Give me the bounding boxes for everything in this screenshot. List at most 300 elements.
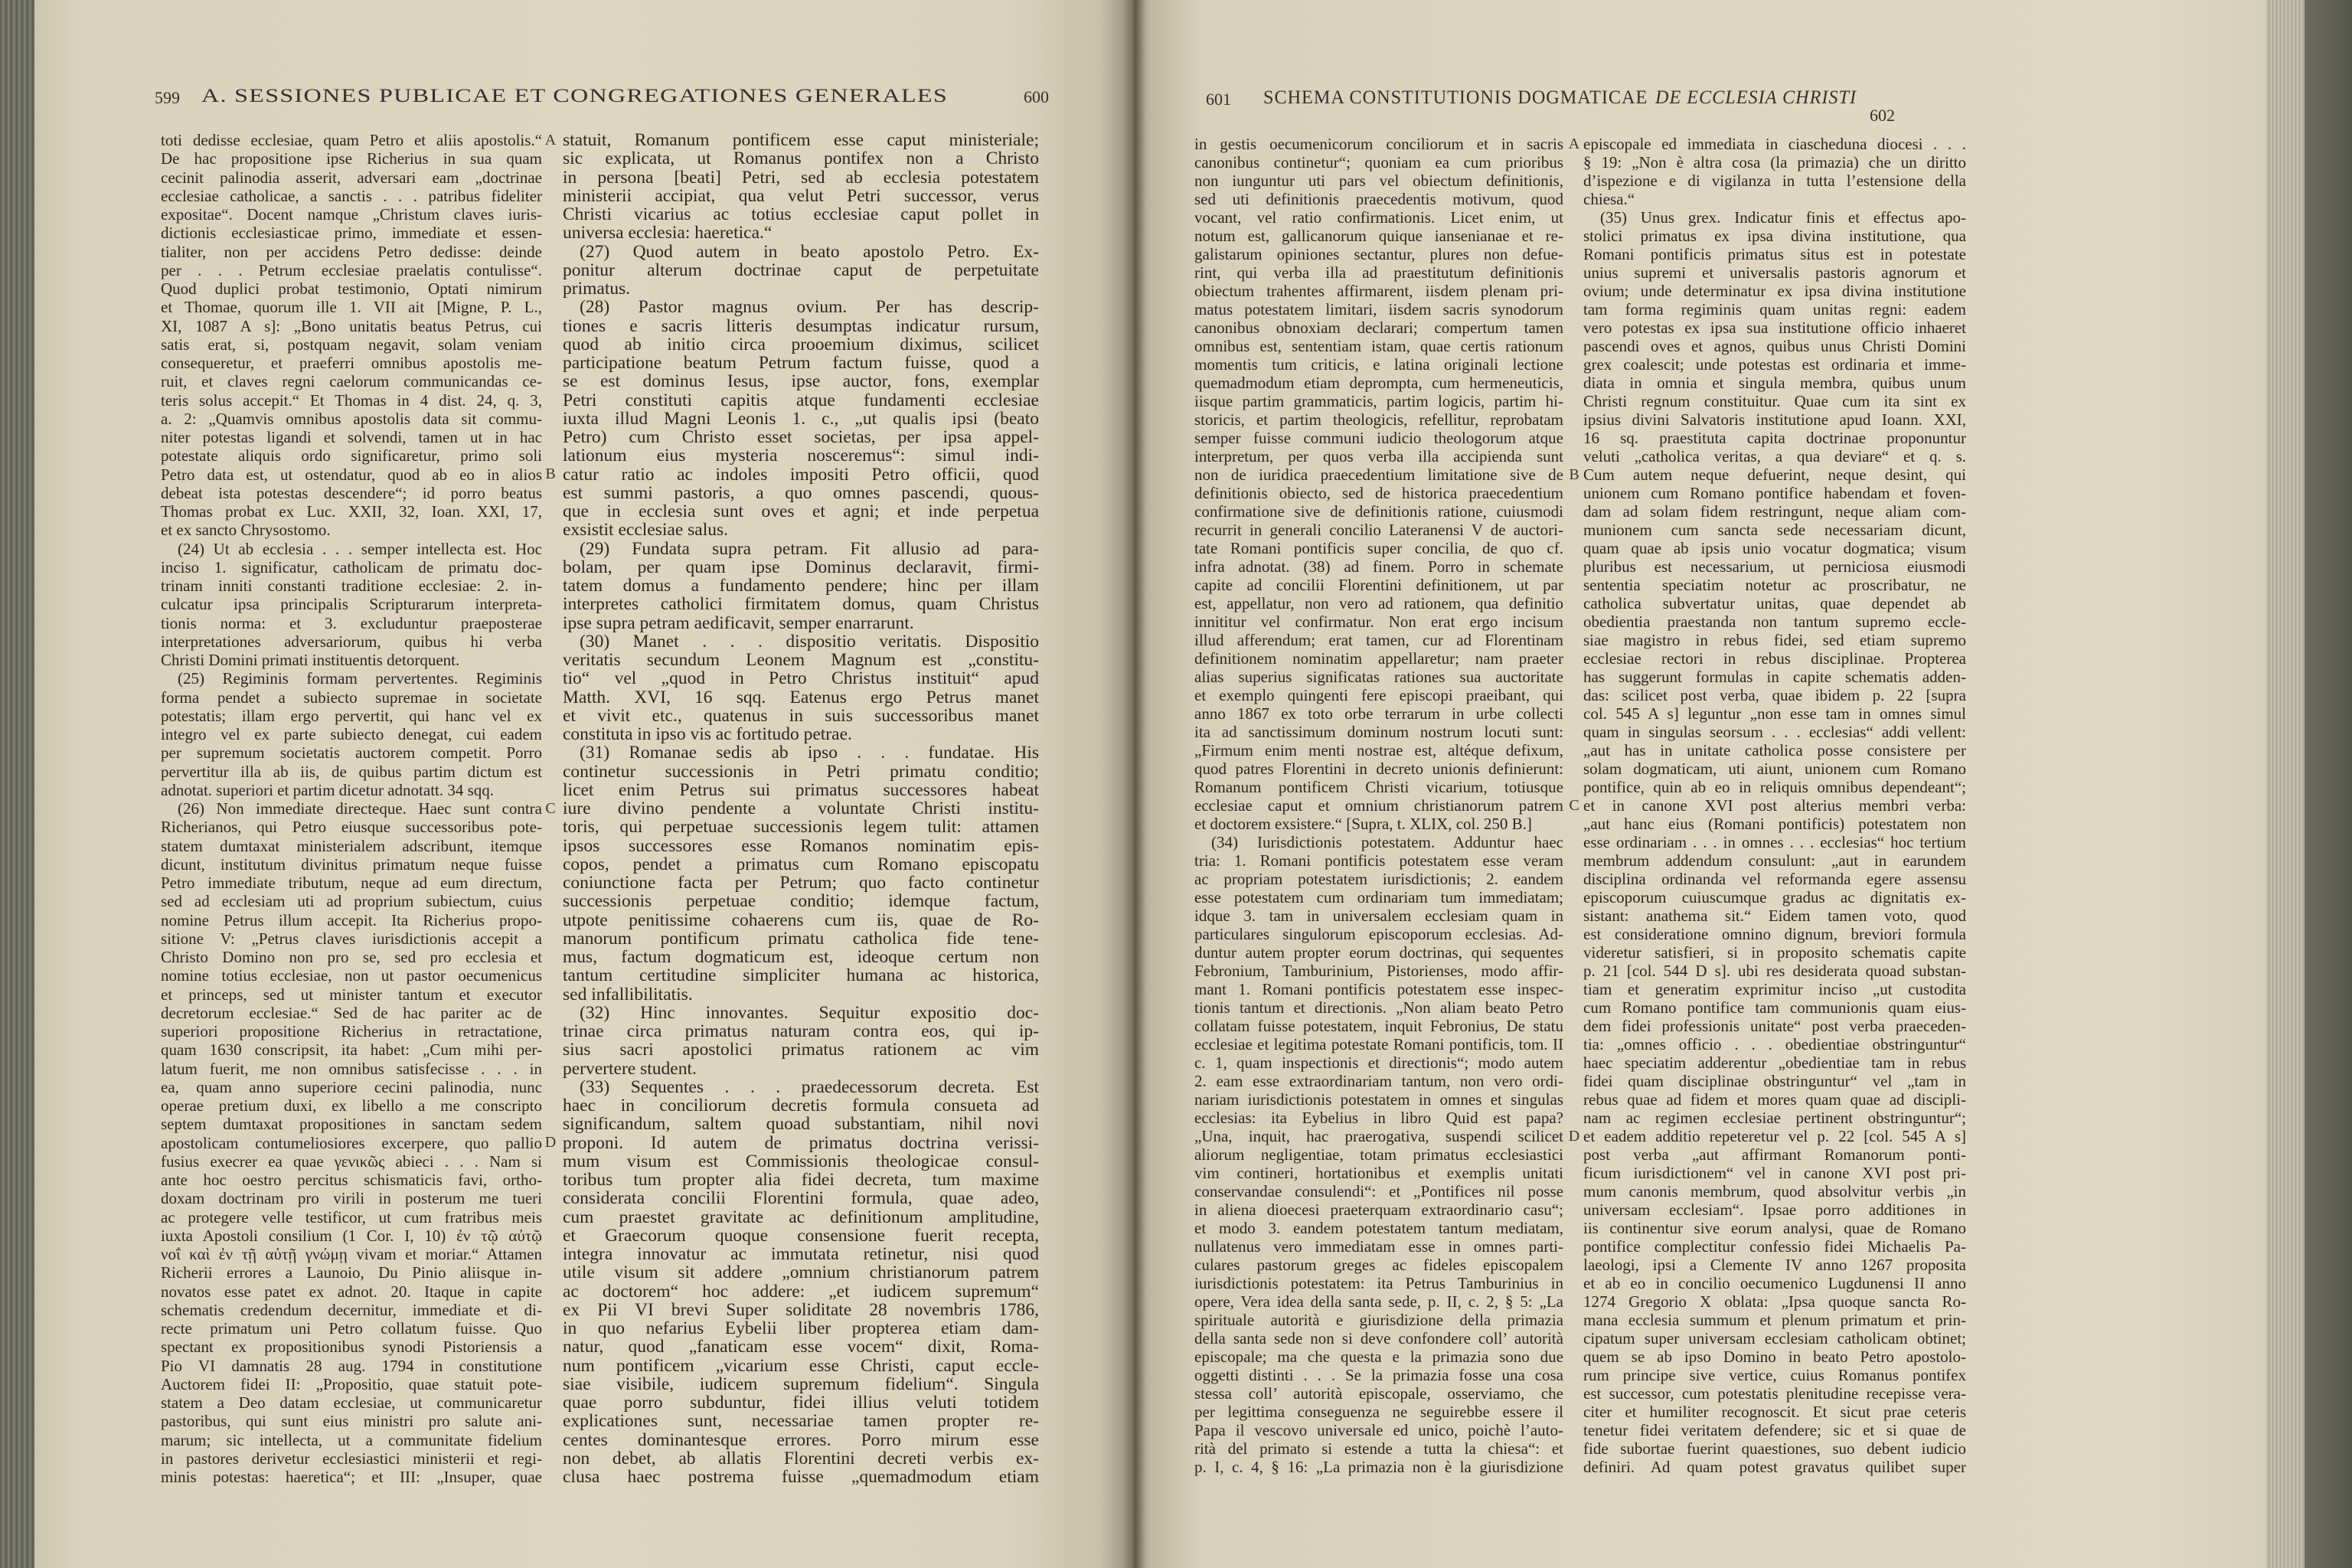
text-line: mant 1. Romani pontificis potestatem esse inspec- — [1194, 980, 1563, 998]
text-line: ovium; unde determinatur ex ipsa divina institutione — [1583, 282, 1966, 300]
right-page — [1133, 0, 2266, 1568]
text-line: disciplina ordinanda vel reformanda egere assensu — [1583, 870, 1966, 888]
text-line: a. 2: „Quamvis omnibus apostolis data sit commu- — [161, 409, 542, 428]
text-line: ecclesiae rectori in rebus disciplinae. Propterea — [1583, 649, 1966, 668]
text-line: schematis credendum decernitur, immediate et di- — [161, 1300, 542, 1319]
text-line: tionis norma: et 3. excluduntur praeposterae — [161, 613, 542, 632]
text-line: mum canonis membrum, quod absolvitur verbis „in — [1583, 1182, 1966, 1200]
text-line: trinae circa primatus naturam contra eos, qui ip- — [563, 1021, 1039, 1041]
text-line: sitione V: „Petrus claves iurisdictionis accepit a — [161, 929, 542, 948]
text-line: collatam fuisse potestatem, inquit Febronius, De statu — [1194, 1017, 1563, 1035]
text-line: fide subortae fuerint quaestiones, suo debent iudicio — [1583, 1439, 1966, 1458]
text-line: satis erat, si, postquam negavit, solam veniam — [161, 335, 542, 354]
text-line: potestatis; illam ergo pervertit, qui hanc vel ex — [161, 706, 542, 725]
text-line: duntur autem propter eorum doctrinas, qui sequentes — [1194, 943, 1563, 962]
text-line: constituta in ipso vis ac fortitudo petrae. — [563, 724, 852, 744]
text-line: mana ecclesia summum et plenum primatum et prin- — [1583, 1311, 1966, 1329]
text-line: momentis tum criticis, e latina originali lectione — [1194, 355, 1563, 374]
text-line: anno 1867 ex toto orbe terrarum in urbe collecti — [1194, 704, 1563, 723]
text-line: spirituale autorità e giurisdizione della primazia — [1194, 1311, 1563, 1329]
text-line: diata in omnia et singula membra, quibus unum — [1583, 374, 1966, 392]
text-line: potestate aliquis ordo significaretur, primo soli — [161, 446, 542, 466]
text-line: Thomas probat ex Luc. XXII, 32, Ioan. XXI, 17, — [161, 502, 542, 521]
text-line: pontifice, quin ab eo in reliquis omnibus dependeant“; — [1583, 778, 1966, 796]
text-line: continetur successionis in Petri primatu conditio; — [563, 761, 1039, 782]
text-line: illud afferendum; erat tamen, cur ad Florentinam — [1194, 631, 1563, 649]
text-line: ac protegere velle testificor, ut cum fratribus meis — [161, 1207, 542, 1227]
book-edge-left — [0, 0, 35, 1568]
text-line: utpote penitissime cohaerens cum iis, quae de Ro- — [563, 910, 1039, 930]
text-line: non de iuridica praecedentium limitatione sive de — [1194, 466, 1563, 484]
text-line: et Graecorum quoque consensione fuerit recepta, — [563, 1225, 1039, 1246]
text-line: exsistit ecclesiae salus. — [563, 520, 728, 541]
text-line: pervertitur illa ab iis, de quibus partim dictum est — [161, 762, 542, 781]
text-line: tialiter, non per accidens Petro dedisse: deinde — [161, 242, 542, 261]
text-line: pervertere student. — [563, 1058, 697, 1079]
text-line: tio“ vel „quod in Petro Christus instituit“ apud — [563, 668, 1039, 689]
text-line: De hac propositione ipse Richerius in sua quam — [161, 149, 542, 168]
text-line: ecclesiae caput et omnium christianorum patrem — [1194, 796, 1563, 815]
text-line: Christo Domino non pro se, sed pro ecclesia et — [161, 948, 542, 966]
text-line: episcopale; ma che questa e la primazia sono due — [1194, 1348, 1563, 1366]
text-line: statuit, Romanum pontificem esse caput ministeriale; — [563, 130, 1039, 150]
text-line: septem dumtaxat propositiones in sanctam sedem — [161, 1115, 542, 1134]
text-line: sius sacri apostolici primatus rationem ac vim — [563, 1040, 1039, 1060]
margin-letter: A — [1568, 136, 1580, 152]
text-line: operae pretium duxi, ex libello a me conscripto — [161, 1096, 542, 1115]
text-line: veritatis secundum Leonem Magnum est „constitu- — [563, 650, 1039, 670]
text-line: nam ac regimen ecclesiae pertinent obstringuntur“; — [1583, 1109, 1966, 1127]
margin-letter: D — [1568, 1128, 1580, 1145]
text-line: recurrit in generali concilio Lateranensi V de auctori- — [1194, 521, 1563, 539]
text-line: iuxta illud Magni Leonis 1. c., „ut qualis ipsi (beato — [563, 408, 1039, 429]
text-line: per supremum societatis auctorem competit. Porro — [161, 743, 542, 763]
text-line: mus, factum dogmaticum est, ideoque certum non — [563, 947, 1039, 967]
text-line: adnotat. superiori et partim dicetur adnotatt. 34 sqq. — [161, 780, 495, 799]
text-line: tenetur fidei veritatem defendere; sic et si quae de — [1583, 1421, 1966, 1439]
text-line: quam in singulas seorsum . . . ecclesias“ addi vellent: — [1583, 723, 1966, 741]
text-line: niter potestas ligandi et solvendi, tamen ut in hac — [161, 428, 542, 446]
text-line: vim contineri, hortationibus et exemplis unitati — [1194, 1164, 1563, 1182]
text-line: (33) Sequentes . . . praedecessorum decreta. Est — [580, 1076, 1039, 1097]
text-line: statem a Deo datam ecclesiae, ut communicaretur — [161, 1393, 542, 1412]
text-line: tionis tantum et directionis. „Non aliam beato Petro — [1194, 998, 1563, 1017]
text-line: haec in conciliorum decretis formula consueta ad — [563, 1096, 1039, 1116]
text-line: superiori propositione Richerius in retractatione, — [161, 1022, 542, 1040]
text-line: integra innovatur ac immutata retinetur, nisi quod — [563, 1244, 1039, 1264]
text-line: capite ad concilii Florentini definitionem, ut par — [1194, 576, 1563, 594]
text-line: latum fuerit, me non omnibus satisfecisse . . . in — [161, 1059, 542, 1078]
text-line: Cum autem neque defuerint, neque desint, qui — [1583, 466, 1966, 484]
text-line: in pastores derivetur ecclesiastici ministerii et regi- — [161, 1449, 542, 1468]
book-gutter — [1122, 0, 1145, 1568]
text-line: interpretes catholici firmitatem domus, quam Christus — [563, 594, 1039, 615]
text-line: nomine totius ecclesiae, non ut pastor oecumenicus — [161, 966, 542, 985]
text-line: et exemplo quingenti fere episcopi praeibant, qui — [1194, 686, 1563, 704]
text-line: (27) Quod autem in beato apostolo Petro. Ex- — [580, 241, 1039, 262]
text-line: doxam doctrinam pro virili in posterum me tueri — [161, 1189, 542, 1208]
text-line: „aut hanc eius (Romani pontificis) potestatem non — [1583, 815, 1966, 833]
text-line: rebus quae ad fidem et mores quam quae ad discipli- — [1583, 1090, 1966, 1109]
text-line: sistant: anathema sit.“ Eidem tamen voto, quod — [1583, 906, 1966, 925]
text-line: centes dominantesque errores. Porro mirum esse — [563, 1429, 1039, 1450]
text-line: infra adnotat. (38) ad finem. Porro in schemate — [1194, 557, 1563, 576]
text-line: idque 3. tam in universalem ecclesiam quam in — [1194, 906, 1563, 925]
text-line: „Firmum enim menti nostrae est, altéque defixum, — [1194, 741, 1563, 760]
text-line: obiectum trahentes affirmarent, iisdem plenam pri- — [1194, 282, 1563, 300]
text-line: „Una, inquit, hac praerogativa, suspendi scilicet — [1194, 1127, 1563, 1145]
text-line: conservandae consulendi“: et „Pontifices nil posse — [1194, 1182, 1563, 1200]
text-line: galistarum opiniones sectantur, plures non defue- — [1194, 245, 1563, 263]
text-line: et ab eo in concilio oecumenico Lugdunensi II anno — [1583, 1274, 1966, 1292]
text-line: cum Romano pontifice tam communionis quam eius- — [1583, 998, 1966, 1017]
text-line: Petro immediate tributum, neque ad eum directum, — [161, 874, 542, 892]
text-line: cipatum super universam ecclesiam catholicam obtinet; — [1583, 1329, 1966, 1348]
text-line: statem dumtaxat ministerialem adscribunt, itemque — [161, 836, 542, 855]
text-line: et princeps, sed ut minister tantum et executor — [161, 985, 542, 1004]
text-line: innititur vel confirmatur. Non erat ergo incisum — [1194, 612, 1563, 631]
text-line: Matth. XVI, 16 sqq. Eatenus ergo Petrus manet — [563, 687, 1039, 707]
text-line: novatos esse patet ex adnot. 20. Itaque in capite — [161, 1282, 542, 1301]
text-line: (35) Unus grex. Indicatur finis et effectus apo- — [1600, 208, 1966, 227]
text-line: catholica subvertatur unitas, quae dependet ab — [1583, 594, 1966, 612]
text-line: rint, qui verba illa ad praestitutum definitionis — [1194, 263, 1563, 282]
text-line: particulares singulorum episcoporum ecclesias. Ad- — [1194, 925, 1563, 943]
text-line: unionem cum Romano pontifice habendam et foven- — [1583, 484, 1966, 502]
text-line: universa ecclesia: haeretica.“ — [563, 223, 773, 243]
text-line: licet enim Petrus sui primatus successores habeat — [563, 779, 1039, 800]
text-line: ecclesiae catholicae, a sanctis . . . patribus fideliter — [161, 186, 542, 205]
text-line: universam ecclesiam“. Ipsae porro additiones in — [1583, 1200, 1966, 1219]
text-line: Auctorem fidei II: „Propositio, quae statuit pote- — [161, 1374, 542, 1393]
text-line: Papa il vescovo universale ed unico, poichè l’auto- — [1194, 1421, 1563, 1439]
text-line: interpretationes adversariorum, quibus hi verba — [161, 632, 542, 651]
text-line: definitionem nominatim appellaretur; nam praeter — [1194, 649, 1563, 668]
text-line: catur ratio ac indoles impositi Petro officii, quod — [563, 464, 1039, 485]
text-line: Romani pontificis primatus situs est in potestate — [1583, 245, 1966, 263]
text-line: (31) Romanae sedis ab ipso . . . fundatae. His — [580, 743, 1039, 763]
text-line: rità del primato si estende a tutta la chiesa“: et — [1194, 1439, 1563, 1458]
text-line: tantum certitudine simpliciter humana ac historica, — [563, 965, 1039, 986]
text-line: tia: „omnes officio . . . obedientiae obstringuntur“ — [1583, 1035, 1966, 1054]
text-line: pastoribus, qui sunt eius ministri pro salute ani- — [161, 1412, 542, 1431]
text-line: que in ecclesia sunt oves et agni; et inde perpetua — [563, 501, 1039, 521]
text-line: confirmatione sive de definitionis ratione, cuiusmodi — [1194, 502, 1563, 521]
text-line: in gestis oecumenicorum conciliorum et in sacris — [1194, 135, 1563, 153]
text-line: Febronium, Tamburinium, Pistorienses, modo affir- — [1194, 962, 1563, 980]
text-line: inciso 1. significatur, catholicam de primatu doc- — [161, 557, 542, 577]
text-line: (26) Non immediate directeque. Haec sunt contra — [178, 799, 542, 818]
text-line: p. 21 [col. 544 D s]. ubi res desiderata quoad substan- — [1583, 962, 1966, 980]
text-line: copos, pendet a primatus cum Romano episcopatu — [563, 854, 1039, 874]
text-line: esse ordinariam . . . in omnes . . . ecclesias“ hoc tertium — [1583, 833, 1966, 851]
text-line: episcopale ed immediata in ciascheduna diocesi . . . — [1583, 135, 1966, 153]
text-line: sententia speciatim notetur ac proscribatur, ne — [1583, 576, 1966, 594]
text-line: quae porro subduntur, fidei illius veluti totidem — [563, 1393, 1039, 1413]
text-line: fidei quam disciplinae obstringuntur“ vel „tam in — [1583, 1072, 1966, 1090]
text-line: quod ab initio circa prooemium diximus, scilicet — [563, 334, 1039, 354]
left-page — [34, 0, 1133, 1568]
text-line: significandum, saltem quoad substantiam, nihil novi — [563, 1114, 1039, 1135]
text-line: (28) Pastor magnus ovium. Per has descrip- — [580, 297, 1039, 318]
page-number: 602 — [1870, 106, 1895, 125]
text-line: cum praestet gravitate ac definitionum amplitudine, — [563, 1207, 1039, 1227]
text-line: primatus. — [563, 279, 631, 299]
text-line: spectant ex propositionibus synodi Pistoriensis a — [161, 1338, 542, 1357]
text-line: 1274 Gregorio X oblata: „Ipsa quoque sancta Ro- — [1583, 1292, 1966, 1311]
text-line: „aut has in unitate catholica posse consistere per — [1583, 741, 1966, 760]
text-line: pascendi oves et agnos, quibus unus Christi Domini — [1583, 337, 1966, 355]
text-line: opere, Vera idea della santa sede, p. II, c. 2, § 5: „La — [1194, 1292, 1563, 1311]
text-line: ficum iurisdictionem“ vel in canone XVI post pri- — [1583, 1164, 1966, 1182]
text-line: Richerii errores a Launoio, Du Pinio aliisque in- — [161, 1263, 542, 1282]
text-line: iisque partim grammaticis, partim logicis, partim hi- — [1194, 392, 1563, 410]
text-line: iuxta Apostoli consilium (1 Cor. I, 10) ἐν τῷ αὐτῷ — [161, 1226, 542, 1245]
text-line: c. 1, quam inspectionis et directionis“; modo autem — [1194, 1054, 1563, 1072]
text-line: (30) Manet . . . dispositio veritatis. Dispositio — [580, 631, 1039, 652]
text-line: obedientia praestanda non tantum supremo eccle- — [1583, 612, 1966, 631]
margin-letter: A — [544, 132, 557, 149]
text-line: iure divino pendente a voluntate Christi institu- — [563, 799, 1039, 818]
text-line: toribus tum propter alia fidei decreta, tum maxime — [563, 1170, 1039, 1190]
text-line: quam quae ab ipsis unio vocatur dogmatica; visum — [1583, 539, 1966, 557]
text-line: ipsius divini Salvatoris institutione apud Ioann. XXI, — [1583, 410, 1966, 429]
text-line: clusa haec postrema fuisse „quemadmodum etiam — [563, 1467, 1039, 1487]
book-edge-right — [2266, 0, 2305, 1568]
text-line: dam ad solam fidem restringunt, neque aliam com- — [1583, 502, 1966, 521]
text-line: nullatenus vero immediatam esse in omnes parti- — [1194, 1237, 1563, 1256]
text-line: ecclesias: ita Eybelius in libro Quid est papa? — [1194, 1109, 1563, 1127]
text-line: interpretum, per quos verba illa accipienda sunt — [1194, 447, 1563, 466]
text-line: 2. eam esse extraordinariam tantum, non vero ordi- — [1194, 1072, 1563, 1090]
text-line: grex coalescit; unde potestas est ordinaria et imme- — [1583, 355, 1966, 374]
margin-letter: C — [545, 800, 556, 817]
text-line: canonibus continetur“; quoniam ea cum prioribus — [1194, 153, 1563, 172]
text-line: culares pastorum greges ac fideles episcopalem — [1194, 1256, 1563, 1274]
text-line: della santa sede non si deve confondere coll’ autorità — [1194, 1329, 1563, 1348]
text-line: Petri constituti capitis atque fundamenti ecclesiae — [563, 390, 1039, 410]
text-line: esse potestatem cum ordinariam tum immediatam; — [1194, 888, 1563, 906]
text-line: toti dedisse ecclesiae, quam Petro et aliis apostolis.“ — [161, 131, 542, 149]
text-line: est summi pastoris, a quo omnes pascendi, quous- — [563, 482, 1039, 503]
text-line: et vivit etc., quatenus in suis successoribus manet — [563, 705, 1039, 726]
text-line: ac propriam potestatem iurisdictionis; 2. eandem — [1194, 870, 1563, 888]
text-line: in persona [beati] Petri, sed ab ecclesia potestatem — [563, 167, 1039, 188]
text-line: quam 1630 conscripsit, ita habet: „Cum mihi per- — [161, 1040, 542, 1060]
text-line: in quo nefarius Eybelii liber propterea etiam dam- — [563, 1318, 1039, 1338]
text-line: vocant, vel ratio confirmationis. Licet enim, ut — [1194, 208, 1563, 227]
margin-letter: C — [1569, 797, 1579, 814]
text-line: et Thomae, quorum ille 1. VII ait [Migne, P. L., — [161, 298, 542, 317]
text-line: expositae“. Docent namque „Christum claves iuris- — [161, 205, 542, 224]
text-line: videretur satisfieri, si in proposito schematis capite — [1583, 943, 1966, 962]
margin-letter: D — [544, 1134, 557, 1151]
text-line: forma pendet a subiecto supremae in societate — [161, 688, 542, 707]
text-line: tatem domus a fundamento pendere; hinc per illam — [563, 576, 1039, 596]
margin-letter: B — [1569, 466, 1579, 483]
text-line: matus potestatem limitari, iisdem sacris synodorum — [1194, 300, 1563, 318]
text-line: quemadmodum etiam deprompta, cum hermeneuticis, — [1194, 374, 1563, 392]
text-line: post verba „aut affirmant Romanorum ponti- — [1583, 1145, 1966, 1164]
text-line: chiesa.“ — [1583, 190, 1635, 208]
text-line: sic explicata, ut Romanus pontifex non a Christo — [563, 149, 1039, 169]
text-line: minis potestas: haeretica“; et III: „Insuper, quae — [161, 1468, 542, 1486]
text-line: ecclesiae et legitima potestate Romani pontificis, tom. II — [1194, 1035, 1563, 1054]
text-line: manorum pontificum primatu catholica fide tene- — [563, 928, 1039, 949]
running-title-main: SCHEMA CONSTITUTIONIS DOGMATICAE — [1263, 87, 1648, 108]
text-line: per . . . Petrum ecclesiae praelatis contulisse“. — [161, 260, 542, 279]
text-line: lationum eius mysteria nosceremus“: simul indi- — [563, 446, 1039, 466]
text-line: dem fidei professionis unitate“ post verba praeceden- — [1583, 1017, 1966, 1035]
text-line: ponitur alterum doctrinae caput de perpetuitate — [563, 260, 1039, 280]
page-number: 601 — [1206, 90, 1231, 109]
text-line: rum principe sive vertice, cuius Romanus pontifex — [1583, 1366, 1966, 1384]
text-line: trinam inniti constanti traditione ecclesiae: 2. in- — [161, 577, 542, 595]
text-line: teris solus accepit.“ Et Thomas in 4 dist. 24, q. 3, — [161, 390, 542, 410]
text-line: se est dominus Iesus, ipse auctor, fons, exemplar — [563, 371, 1039, 392]
text-line: siae visibile, iudicem supremum fidelium“. Singula — [563, 1374, 1039, 1394]
text-line: semper fuisse communi iudicio theologorum atque — [1194, 429, 1563, 447]
text-line: Pio VI damnatis 28 aug. 1794 in constitutione — [161, 1356, 542, 1375]
text-line: (32) Hinc innovantes. Sequitur expositio doc- — [580, 1002, 1039, 1023]
text-line: pluribus est necessarium, ut perniciosa eiusmodi — [1583, 557, 1966, 576]
text-line: ac doctorem“ hoc addere: „et iudicem supremum“ — [563, 1281, 1039, 1302]
text-line: Richerianos, qui Petro eiusque successoribus pote- — [161, 818, 542, 837]
text-line: ante hoc oestro percitus schismaticis favi, ortho- — [161, 1171, 542, 1189]
text-line: est, appellatur, non vero ad rationem, qua definitio — [1194, 594, 1563, 612]
text-line: iurisdictionis potestatem: ita Petrus Tamburinius in — [1194, 1274, 1563, 1292]
text-line: vero potestas ex ipsa sua institutione officio inhaeret — [1583, 318, 1966, 337]
page-number: 600 — [1024, 87, 1049, 106]
text-line: Quod duplici probat testimonio, Optati nimirum — [161, 279, 542, 298]
text-line: et ex sancto Chrysostomo. — [161, 521, 331, 540]
text-line: bolam, per quam ipse Dominus declaravit, firmi- — [563, 557, 1039, 577]
text-line: d’ispezione e di vigilanza in tutta l’estensione della — [1583, 172, 1966, 190]
text-line: has suggerunt formulas in capite schematis adden- — [1583, 668, 1966, 686]
text-line: coniunctione facta per Petrum; quo facto continetur — [563, 873, 1039, 893]
text-line: participatione beatum Petrum factum fuisse, quod a — [563, 353, 1039, 373]
text-line: laeologi, ipsi a Clemente IV anno 1267 proposita — [1583, 1256, 1966, 1274]
text-line: successionis perpetuae conditio; idemque factum, — [563, 891, 1039, 912]
text-line: ea, quam anno superiore cecini palinodia, nunc — [161, 1077, 542, 1096]
text-line: p. I, c. 4, § 16: „La primazia non è la giurisdizione — [1194, 1458, 1563, 1476]
running-title-italic: DE ECCLESIA CHRISTI — [1655, 87, 1857, 108]
text-line: num pontificem „vicarium esse Christi, caput eccle- — [563, 1355, 1039, 1376]
text-line: νοΐ καὶ ἐν τῇ αὐτῇ γνώμῃ vivam et moriar.“ Attamen — [161, 1245, 542, 1263]
text-line: § 19: „Non è altra cosa (la primazia) che un diritto — [1583, 153, 1966, 172]
text-line: non iunguntur uti pars vel obiectum definitionis, — [1194, 172, 1563, 190]
text-line: das: scilicet post verba, quae ibidem p. 22 [supra — [1583, 686, 1966, 704]
text-line: toris, qui perpetuae successionis legem tulit: attamen — [563, 817, 1039, 838]
running-title: A. SESSIONES PUBLICAE ET CONGREGATIONES GENERALES — [201, 86, 948, 106]
text-line: Romanum pontificem Christi vicarium, totiusque — [1194, 778, 1563, 796]
text-line: tria: 1. Romani pontificis potestatem esse veram — [1194, 851, 1563, 870]
text-line: cecinit palinodia asserit, adversari eam „doctrinae — [161, 168, 542, 187]
text-line: definitionis obiecto, sed de historica praecedentium — [1194, 484, 1563, 502]
text-line: sed ad ecclesiam uti ad proprium subiectum, cuius — [161, 892, 542, 911]
text-line: alias superius significatas rationes sua auctoritate — [1194, 668, 1563, 686]
text-line: ex Pii VI brevi Super soliditate 28 novembris 1786, — [563, 1299, 1039, 1320]
text-line: tam forma regiminis quam unitas regni: eadem — [1583, 300, 1966, 318]
text-line: utile visum sit addere „omnium christianorum patrem — [563, 1263, 1039, 1283]
text-line: est consideratione omnino dignum, breviori formula — [1583, 925, 1966, 943]
text-line: mum visum est Commissionis theologicae consul- — [563, 1151, 1039, 1171]
margin-letter: B — [545, 466, 556, 482]
text-line: Christi vicarius ac totius ecclesiae caput pollet in — [563, 204, 1039, 224]
text-line: siae magistro in rebus fidei, sed etiam supremo — [1583, 631, 1966, 649]
text-line: ita ad sanctissimum dominum nostrum locuti sunt: — [1194, 723, 1563, 741]
text-line: et in canone XVI post alterius membri verba: — [1583, 796, 1966, 815]
text-line: tate Romani pontificis super concilia, de quo cf. — [1194, 539, 1563, 557]
text-line: Petro data est, ut ostendatur, quod ab eo in alios — [161, 465, 542, 484]
text-line: oggetti distinti . . . Se la primazia fosse una cosa — [1194, 1366, 1563, 1384]
text-line: decretorum ecclesiae.“ Sed de hac pariter ac de — [161, 1003, 542, 1022]
text-line: quem se ab ipso Domino in beato Petro apostolo- — [1583, 1348, 1966, 1366]
text-line: Christi Domini primati instituentis detorquent. — [161, 651, 460, 669]
text-line: solam dogmaticam, uti aiunt, unionem cum Romano — [1583, 760, 1966, 778]
text-line: notum est, gallicanorum quique iansenianae et re- — [1194, 227, 1563, 245]
text-line: (25) Regiminis formam pervertentes. Regiminis — [178, 669, 542, 688]
text-line: natur, quod „fanaticam esse vocem“ dixit, Roma- — [563, 1337, 1039, 1357]
text-line: dicunt, institutum divinitus primatum neque fuisse — [161, 854, 542, 874]
text-line: munionem cum sancta sede necessariam dicunt, — [1583, 521, 1966, 539]
text-line: omnibus est, sententiam istam, quae certis rationum — [1194, 337, 1563, 355]
text-line: ministerii accipiat, qua velut Petri successor, verus — [563, 185, 1039, 206]
text-line: nomine Petrus illum accepit. Ita Richerius propo- — [161, 910, 542, 929]
text-line: (24) Ut ab ecclesia . . . semper intellecta est. Hoc — [178, 539, 542, 558]
text-line: apostolicam contumeliosiores excerpere, quo pallio — [161, 1133, 542, 1152]
text-line: unius supremi et universalis pastoris agnorum et — [1583, 263, 1966, 282]
page-number: 599 — [155, 88, 180, 107]
text-line: episcoporum cuiuscumque gradus ac dignitatis ex- — [1583, 888, 1966, 906]
text-line: et doctorem exsistere.“ [Supra, t. XLIX, col. 250 B.] — [1194, 815, 1532, 833]
text-line: storicis, et partim theologicis, refellitur, reprobatam — [1194, 410, 1563, 429]
text-line: per legittima conseguenza ne seguirebbe essere il — [1194, 1403, 1563, 1421]
text-line: nariam iurisdictionis potestatem in omnes et singulas — [1194, 1090, 1563, 1109]
text-line: considerata concilii Florentini formula, quae adeo, — [563, 1188, 1039, 1209]
text-line: (29) Fundata supra petram. Fit allusio ad para- — [580, 538, 1039, 559]
text-line: sed infallibilitatis. — [563, 984, 693, 1004]
text-line: veluti „catholica veritas, a qua deviare“ et q. s. — [1583, 447, 1966, 466]
text-line: iis continentur sive eorum analysi, quae de Romano — [1583, 1219, 1966, 1237]
text-line: explicationes sunt, necessariae tamen propter re- — [563, 1411, 1039, 1432]
text-line: et eadem additio repeteretur vel p. 22 [col. 545 A s] — [1583, 1127, 1966, 1145]
text-line: proponi. Id autem de primatus doctrina verissi- — [563, 1132, 1039, 1153]
text-line: haec speciatim adderentur „obedientiae tam in rebus — [1583, 1054, 1966, 1072]
text-line: 16 sq. praestituta capita doctrinae proponuntur — [1583, 429, 1966, 447]
text-line: dictionis ecclesiasticae primo, immediate et essen- — [161, 224, 542, 243]
text-line: et modo 3. eandem potestatem tantum mediatam, — [1194, 1219, 1563, 1237]
text-line: ipse supra petram aedificavit, semper enarrarunt. — [563, 612, 914, 633]
text-line: canonibus obnoxiam declarari; compertum tamen — [1194, 318, 1563, 337]
text-line: tiam et generatim exprimitur inciso „ut custodita — [1583, 980, 1966, 998]
text-line: Christi regnum constituitur. Quae cum ita sint ex — [1583, 392, 1966, 410]
text-line: integro vel ex parte subiecto denegat, cui eadem — [161, 725, 542, 743]
text-line: tiones e sacris litteris desumptas indicatur rursum, — [563, 315, 1039, 336]
text-line: stessa coll’ autorità episcopale, osserviamo, che — [1194, 1384, 1563, 1403]
text-line: debeat ista potestas descendere“; id porro beatus — [161, 483, 542, 502]
text-line: quod patres Florentini in decreto unionis definierunt: — [1194, 760, 1563, 778]
text-line: culcatur ipsa principalis Scripturarum interpreta- — [161, 595, 542, 614]
text-line: ruit, et claves regni caelorum communicandas ce- — [161, 372, 542, 391]
text-line: definiri. Ad quam potest gravatus quilibet super — [1583, 1458, 1966, 1476]
text-line: citer et humiliter recognoscit. Et sicut prae ceteris — [1583, 1403, 1966, 1421]
text-line: membrum addendum consulunt: „aut in earundem — [1583, 851, 1966, 870]
text-line: consequeretur, et praeferri omnibus apostolis me- — [161, 354, 542, 372]
text-line: recte primatum uni Petro collatum fuisse. Quo — [161, 1319, 542, 1338]
text-line: Petro) cum Christo esset societas, per ipsa appel- — [563, 427, 1039, 447]
text-line: est successor, cum potestatis plenitudine recepisse vera- — [1583, 1384, 1966, 1403]
